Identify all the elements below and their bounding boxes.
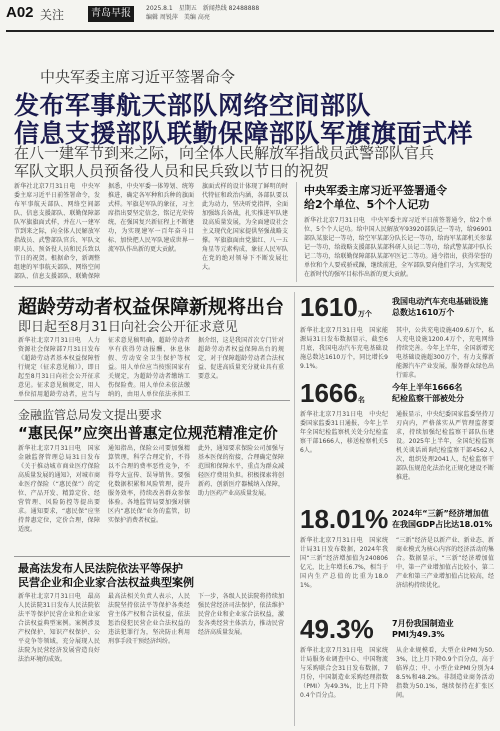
commendation-title-line2: 给2个单位、5个个人记功 <box>304 198 430 211</box>
section-divider <box>14 400 290 401</box>
lead-subtitle-line2: 军队文职人员预备役人员和民兵致以节日的祝贺 <box>14 162 330 180</box>
stat-number: 49.3% <box>300 614 374 644</box>
header-date-line: 2025.8.1 星期五 新闻热线 82488888 <box>146 5 260 12</box>
stat-title: 我国电动汽车充电基础设施 总数达1610万个 <box>392 297 488 317</box>
lead-headline-line2: 信息支援部队联勤保障部队军旗旗面式样 <box>14 119 474 148</box>
stat-body-left: 新华社北京7月31日电 国家统计局31日发布数据，2024年我国“三新”经济增加值为240806亿元，比上年增长6.7%，相当于国内生产总值的比重为18.01%。 <box>300 537 388 589</box>
header-meta <box>146 4 259 22</box>
lead-body-col2: 据悉，中央军委一体筹划、统筹推进，确定各军种和兵种的旗面式样。军旗是军队的象征，习主席指出要坚定信念，铭记光荣传统，在强国复兴新征程上不断建功，为实现建军一百年奋斗目标、加快把人民军队建成世界一流军队作出新的更大贡献。 <box>108 183 194 253</box>
column-divider <box>296 182 297 282</box>
commendation-title <box>304 184 494 212</box>
header-editor-line: 编辑 周锐萍 美编 高亮 <box>146 14 210 21</box>
commendation-title-line1: 中央军委主席习近平签署通令 <box>304 184 447 197</box>
finance-kicker: 金融监管总局发文提出要求 <box>18 408 163 422</box>
newspaper-logo: 青岛早报 <box>88 6 134 22</box>
page-number: A02 <box>6 4 34 21</box>
court-headline-line2: 民营企业和企业家合法权益典型案例 <box>18 576 194 589</box>
section-divider <box>14 556 290 557</box>
stat-number: 18.01% <box>300 504 389 534</box>
column-divider <box>294 292 295 726</box>
stat-body-right: 其中，公共充电设施409.6万个，私人充电设施1200.4万个，充电网络持续完善。今年上半年，全国新增充电基础设施超300万个，有力支撑新能源汽车产业发展，服务群众绿色出行需求。 <box>396 327 494 379</box>
stat-number: 1666名 <box>300 378 365 408</box>
lead-body-col3: 旗面式样的设计体现了鲜明的时代特征和政治内涵，各部队要以此为动力，坚决听党指挥，全面加强练兵备战，扎实推进军队建设高质量发展，为全面建设社会主义现代化国家提供坚强战略支撑。军旗旗面由党旗红、八一五角星等元素构成，象征人民军队在党的绝对领导下不断发展壮大。 <box>202 183 288 271</box>
finance-body-col3: 此外，通知要求保险公司加强与基本医保的衔接，合理确定保障范围和保障水平，重点为群众减轻医疗费用负担。积极探索将创新药、创新医疗器械纳入保障，助力医药产业高质量发展。 <box>198 445 284 497</box>
stat-number: 1610万个 <box>300 292 372 322</box>
policy-body-col2: 征求意见稿明确，超龄劳动者享有获得劳动报酬、休息休假、劳动安全卫生保护等权益。用人单位应当按照国家有关规定，为超龄劳动者缴纳工伤保险费。用人单位未依法缴纳的，由用人单位依法承担工 <box>108 337 190 398</box>
policy-body-col1: 新华社北京7月31日电 人力资源社会保障部7月31日发布《超龄劳动者基本权益保障暂行规定（征求意见稿）》，即日起至8月31日向社会公开征求意见。征求意见稿规定，用人单位招用超龄劳动者，应当与 <box>18 337 100 398</box>
stat-body-right: “三新”经济是以新产业、新业态、新商业模式为核心内容的经济活动的集合。数据显示，“三新”经济增加值中，第一产业增加值占比较小，第二产业和第三产业增加值占比较高，经济结构持续优化。 <box>396 537 494 589</box>
stat-body-left: 新华社北京7月31日电 国家能源局31日发布数据显示，截至6月底，我国电动汽车充电基础设施总数达1610万个，同比增长99.1%。 <box>300 327 388 370</box>
court-body-col2: 最高法相关负责人表示，人民法院坚持依法平等保护各类经营主体产权和合法权益，依法惩治侵犯民营企业合法权益的违法犯罪行为，坚决防止利用刑事手段干预经济纠纷。 <box>108 593 190 645</box>
lead-kicker: 中央军委主席习近平签署命令 <box>40 68 236 86</box>
lead-body-col1: 新华社北京7月31日电 中央军委主席习近平日前签署命令，发布军事航天部队、网络空间部队、信息支援部队、联勤保障部队军旗旗面式样，并在八一建军节到来之际，向全体人民解放军指战员、武警部队官兵、军队文职人员、预备役人员和民兵致以节日的祝贺。根据命令，新调整组建的军事航天部队、网络空间部队、信息支援部队、联勤保障 <box>14 183 100 280</box>
finance-body-col2: 通知指出，保险公司要加强精算管理，科学合理定价，不得以不合理的费率恶性竞争，不得夸大宣传、误导销售。要强化数据积累和风险管理，提升服务效率，持续改善群众参保体验。各地监管局要加强对辖区内“惠民保”业务的监管，切实保护消费者权益。 <box>108 445 190 524</box>
stat-body-right: 通报显示，中央纪委国家监委坚持刀刃向内，严格落实从严管理监督要求，持续加强纪检监察干部队伍建设。2025年上半年，全国纪检监察机关谈话函询纪检监察干部4562人次，组织处理2041人，纪检监察干部队伍规范化法治化正规化建设不断推进。 <box>396 411 494 481</box>
stat-body-right: 从企业规模看，大型企业PMI为50.3%，比上月下降0.9个百分点，高于临界点；中、小型企业PMI分别为48.5%和48.2%。非制造业商务活动指数为50.1%，继续保持在扩张区间。 <box>396 647 494 699</box>
stat-title: 2024年“三新”经济增加值 在我国GDP占比达18.01% <box>392 509 493 529</box>
court-body-col1: 新华社北京7月31日电 最高人民法院31日发布人民法院依法平等保护民营企业和企业家合法权益典型案例。案例涉及产权保护、知识产权保护、公平竞争等领域，充分展现人民法院为民营经济发展营造良好法治环境的成效。 <box>18 593 100 663</box>
commendation-body: 新华社北京7月31日电 中央军委主席习近平日前签署通令，给2个单位、5个个人记功。给中国人民解放军93920部队记一等功，给96901部队某旅记一等功，给空军某部分队长记一等功，给海军某部机关参谋记一等功，给战略支援部队某部科研人员记二等功，给武警某部中队长记二等功，给联勤保障部队某部军医记二等功。通令指出，获得荣誉的单位和个人要戒骄戒躁，继续前进，全军部队要向他们学习，为实现党在新时代的强军目标作出新的更大贡献。 <box>304 217 492 278</box>
stat-body-left: 新华社北京7月31日电 国家统计局服务业调查中心、中国物流与采购联合会31日发布数据，7月份，中国制造业采购经理指数（PMI）为49.3%，比上月下降0.4个百分点。 <box>300 647 388 699</box>
section-name: 关注 <box>40 8 65 22</box>
section-divider <box>14 286 494 287</box>
lead-headline-line1: 发布军事航天部队网络空间部队 <box>14 91 372 120</box>
lead-subtitle-line1: 在八一建军节到来之际，向全体人民解放军指战员武警部队官兵 <box>14 144 435 162</box>
stat-title: 今年上半年1666名 纪检监察干部被处分 <box>392 383 464 403</box>
page-header <box>0 0 500 34</box>
policy-body-col3: 据介绍，这是我国首次专门针对超龄劳动者权益保障出台的规定，对于保障超龄劳动者合法权益、促进高质量充分就业具有重要意义。 <box>198 337 284 380</box>
stat-title: 7月份我国制造业 PMI为49.3% <box>392 619 454 639</box>
policy-headline: 超龄劳动者权益保障新规将出台 <box>18 296 285 318</box>
court-headline-line1: 最高法发布人民法院依法平等保护 <box>18 562 183 575</box>
header-divider <box>6 30 494 32</box>
policy-subtitle: 即日起至8月31日向社会公开征求意见 <box>18 320 238 335</box>
stat-body-left: 新华社北京7月31日电 中央纪委国家监委31日通报，今年上半年全国纪检监察机关处分纪检监察干部1666人，移送检察机关56人。 <box>300 411 388 454</box>
finance-headline: “惠民保”应突出普惠定位规范精准定价 <box>18 424 278 442</box>
finance-body-col1: 新华社北京7月31日电 国家金融监督管理总局31日发布《关于推动城市商业医疗保险高质量发展的通知》，对城市商业医疗保险（“惠民保”）的定位、产品开发、精算定价、经营管理、风险防控等提出要求。通知要求，“惠民保”应坚持普惠定位，定价合理，保障适度。 <box>18 445 100 533</box>
court-body-col3: 下一步，各级人民法院将持续加强民营经济司法保护，依法维护民营企业和企业家合法权益，激发各类经营主体活力，推动民营经济高质量发展。 <box>198 593 284 636</box>
